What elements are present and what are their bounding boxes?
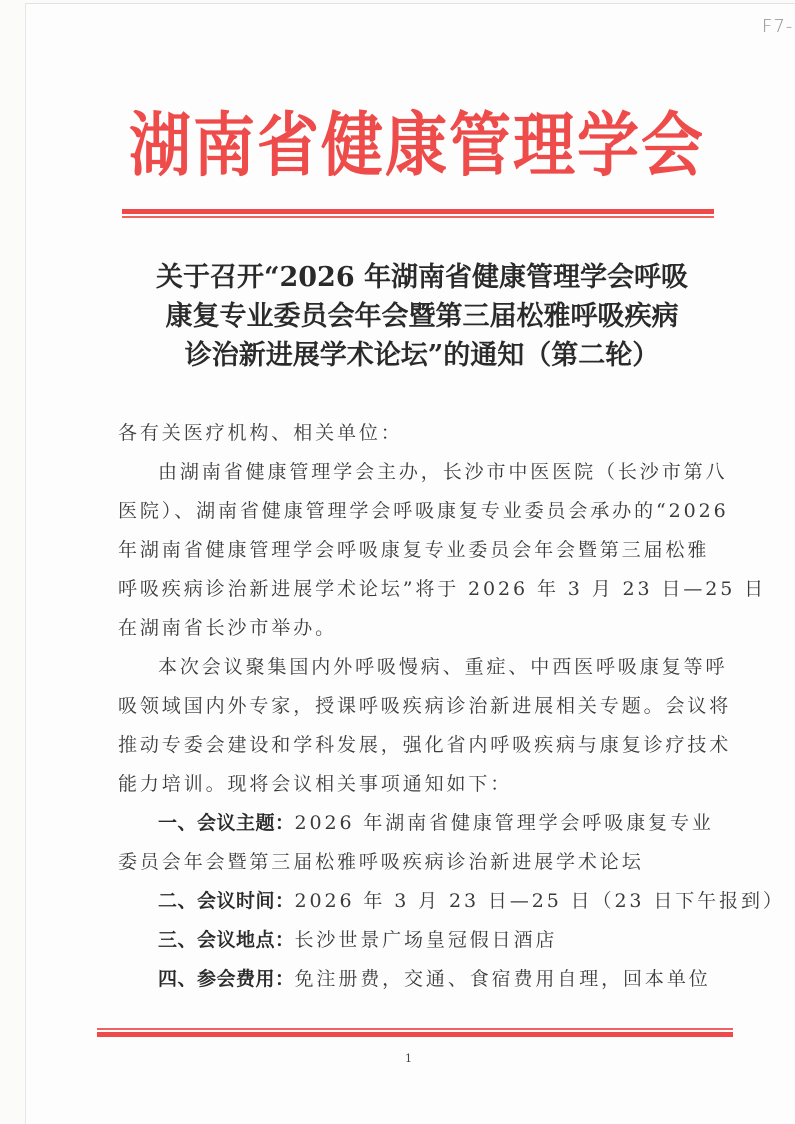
letterhead-divider	[122, 209, 714, 218]
item-label: 一、会议主题：	[158, 812, 295, 834]
item-theme	[118, 804, 714, 843]
item-text: 2026 年 3 月 23 日—25 日（23 日下午报到）	[294, 890, 785, 912]
item-text: 长沙世景广场皇冠假日酒店	[294, 929, 558, 951]
notice-title	[122, 258, 722, 375]
notice-body	[118, 414, 785, 999]
item-label: 三、会议地点：	[158, 929, 295, 951]
paragraph-line: 推动专委会建设和学科发展，强化省内呼吸疾病与康复诊疗技术	[118, 734, 732, 756]
paragraph-line: 呼吸疾病诊治新进展学术论坛”将于 2026 年 3 月 23 日—25 日	[118, 578, 767, 600]
notice-title-line: 康复专业委员会年会暨第三届松雅呼吸疾病	[165, 301, 679, 332]
organization-letterhead: 湖南省健康管理学会	[128, 104, 705, 186]
footer-divider	[97, 1028, 733, 1037]
paragraph-line: 能力培训。现将会议相关事项通知如下：	[118, 773, 513, 795]
item-fees	[118, 960, 710, 999]
item-text: 免注册费，交通、食宿费用自理，回本单位	[294, 968, 711, 990]
paragraph-line: 医院）、湖南省健康管理学会呼吸康复专业委员会承办的“2026	[118, 500, 729, 522]
notice-title-line: 关于召开“2026 年湖南省健康管理学会呼吸	[155, 262, 689, 293]
divider-thin-line	[97, 1028, 733, 1030]
paragraph-line: 在湖南省长沙市举办。	[118, 617, 338, 639]
item-label: 二、会议时间：	[158, 890, 295, 912]
paragraph-line: 本次会议聚集国内外呼吸慢病、重症、中西医呼吸康复等呼	[158, 656, 728, 678]
salutation: 各有关医疗机构、相关单位：	[118, 422, 403, 444]
paragraph-line: 由湖南省健康管理学会主办，长沙市中医医院（长沙市第八	[158, 461, 728, 483]
divider-thin-line	[122, 216, 714, 218]
notice-title-line: 诊治新进展学术论坛”的通知（第二轮）	[184, 340, 660, 371]
divider-thick-line	[122, 209, 714, 214]
item-label: 四、参会费用：	[158, 968, 295, 990]
item-text: 2026 年湖南省健康管理学会呼吸康复专业	[294, 812, 714, 834]
item-time	[118, 882, 785, 921]
item-location	[118, 921, 710, 960]
paragraph-line: 吸领域国内外专家，授课呼吸疾病诊治新进展相关专题。会议将	[118, 695, 732, 717]
handwritten-annotation: F7-	[762, 16, 794, 37]
paragraph-line: 年湖南省健康管理学会呼吸康复专业委员会年会暨第三届松雅	[118, 539, 710, 561]
page-number: 1	[405, 1052, 412, 1065]
item-theme-continuation: 委员会年会暨第三届松雅呼吸疾病诊治新进展学术论坛	[118, 851, 644, 873]
divider-thick-line	[97, 1032, 733, 1037]
